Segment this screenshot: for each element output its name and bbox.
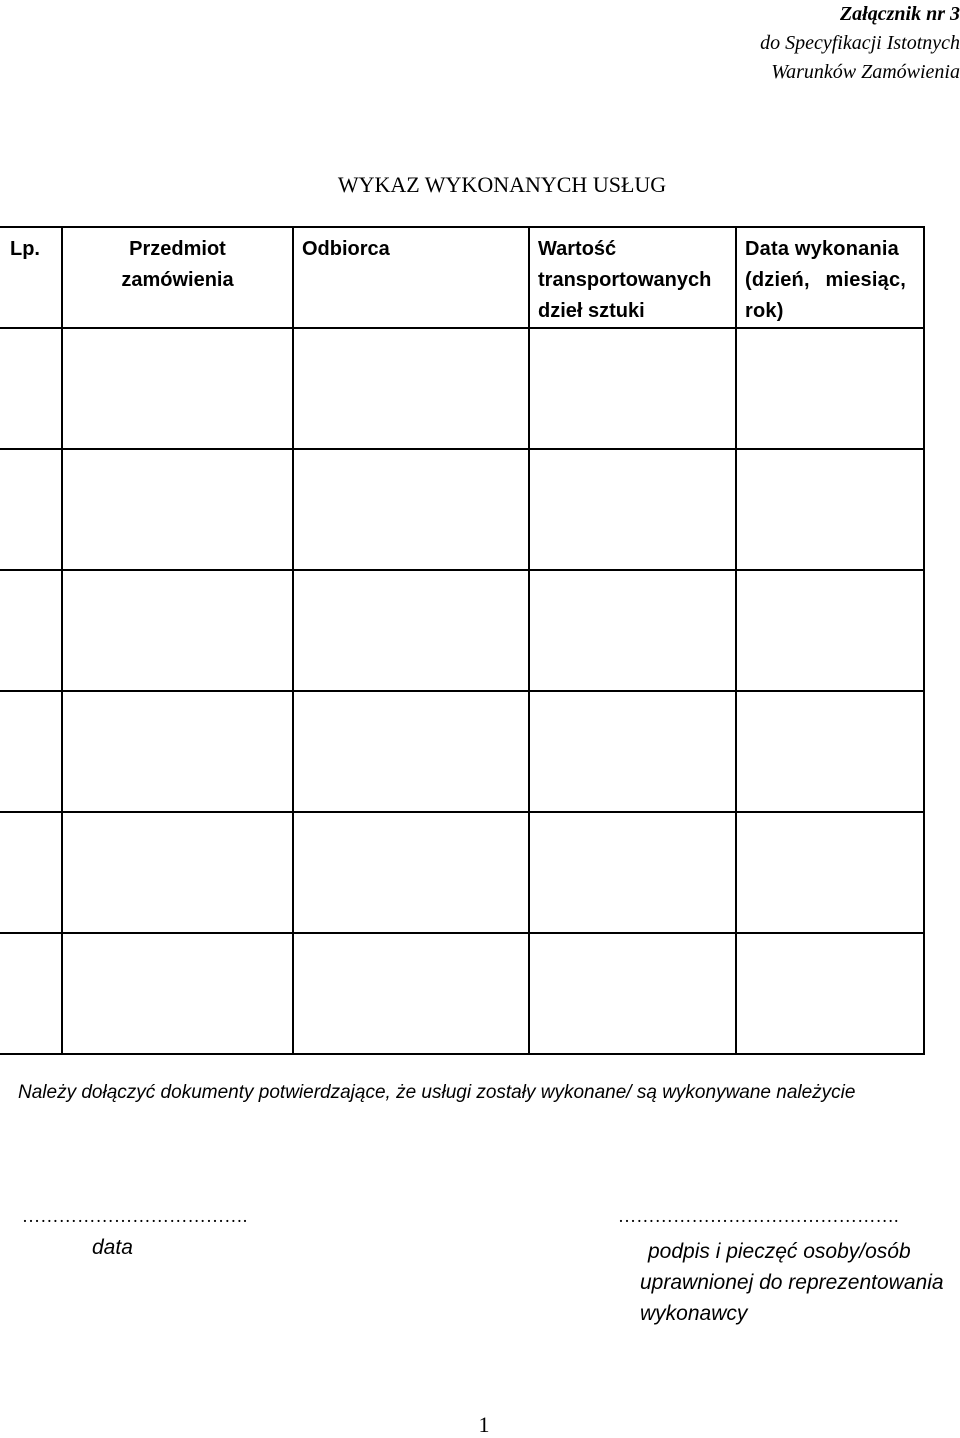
cell-subject[interactable] <box>62 691 293 812</box>
cell-value[interactable] <box>529 933 736 1054</box>
cell-lp[interactable] <box>0 449 62 570</box>
cell-recipient[interactable] <box>293 933 529 1054</box>
table-row <box>0 812 924 933</box>
attachment-note: Należy dołączyć dokumenty potwierdzające, że usługi zostały wykonane/ są wykonywane należycie <box>18 1082 856 1103</box>
cell-lp[interactable] <box>0 812 62 933</box>
cell-recipient[interactable] <box>293 449 529 570</box>
cell-subject[interactable] <box>62 812 293 933</box>
cell-lp[interactable] <box>0 691 62 812</box>
signature-caption-line-1: podpis i pieczęć osoby/osób <box>648 1240 911 1263</box>
cell-subject[interactable] <box>62 933 293 1054</box>
header-subject: Przedmiot zamówienia <box>62 227 293 328</box>
cell-lp[interactable] <box>0 328 62 449</box>
page-number: 1 <box>478 1412 490 1437</box>
annex-reference-line-1: do Specyfikacji Istotnych <box>760 32 960 54</box>
cell-recipient[interactable] <box>293 328 529 449</box>
cell-recipient[interactable] <box>293 691 529 812</box>
cell-subject[interactable] <box>62 328 293 449</box>
header-recipient: Odbiorca <box>293 227 529 328</box>
header-value: Wartość transportowanych dzieł sztuki <box>529 227 736 328</box>
header-date: Data wykonania (dzień, miesiąc, rok) <box>736 227 924 328</box>
services-table <box>0 226 925 1055</box>
table-row <box>0 691 924 812</box>
cell-lp[interactable] <box>0 933 62 1054</box>
table-header-row <box>0 227 924 328</box>
document-title: WYKAZ WYKONANYCH USŁUG <box>337 172 667 197</box>
cell-value[interactable] <box>529 691 736 812</box>
cell-date[interactable] <box>736 812 924 933</box>
cell-date[interactable] <box>736 449 924 570</box>
cell-value[interactable] <box>529 812 736 933</box>
cell-date[interactable] <box>736 570 924 691</box>
signature-caption <box>640 1236 944 1329</box>
cell-date[interactable] <box>736 328 924 449</box>
annex-header <box>760 0 960 87</box>
cell-value[interactable] <box>529 570 736 691</box>
cell-lp[interactable] <box>0 570 62 691</box>
cell-date[interactable] <box>736 933 924 1054</box>
table-row <box>0 449 924 570</box>
cell-recipient[interactable] <box>293 570 529 691</box>
table-row <box>0 328 924 449</box>
date-label: data <box>92 1236 133 1259</box>
cell-value[interactable] <box>529 328 736 449</box>
annex-reference-line-2: Warunków Zamówienia <box>771 61 960 83</box>
cell-date[interactable] <box>736 691 924 812</box>
header-lp: Lp. <box>0 227 62 328</box>
table-row <box>0 570 924 691</box>
annex-number: Załącznik nr 3 <box>839 3 960 25</box>
signature-caption-line-3: wykonawcy <box>640 1302 748 1325</box>
cell-subject[interactable] <box>62 570 293 691</box>
cell-value[interactable] <box>529 449 736 570</box>
table-row <box>0 933 924 1054</box>
cell-subject[interactable] <box>62 449 293 570</box>
date-dotted-line: ………………………………. <box>22 1206 248 1226</box>
signature-caption-line-2: uprawnionej do reprezentowania <box>640 1271 944 1294</box>
cell-recipient[interactable] <box>293 812 529 933</box>
signature-dotted-line: ………………………………………. <box>618 1206 899 1226</box>
